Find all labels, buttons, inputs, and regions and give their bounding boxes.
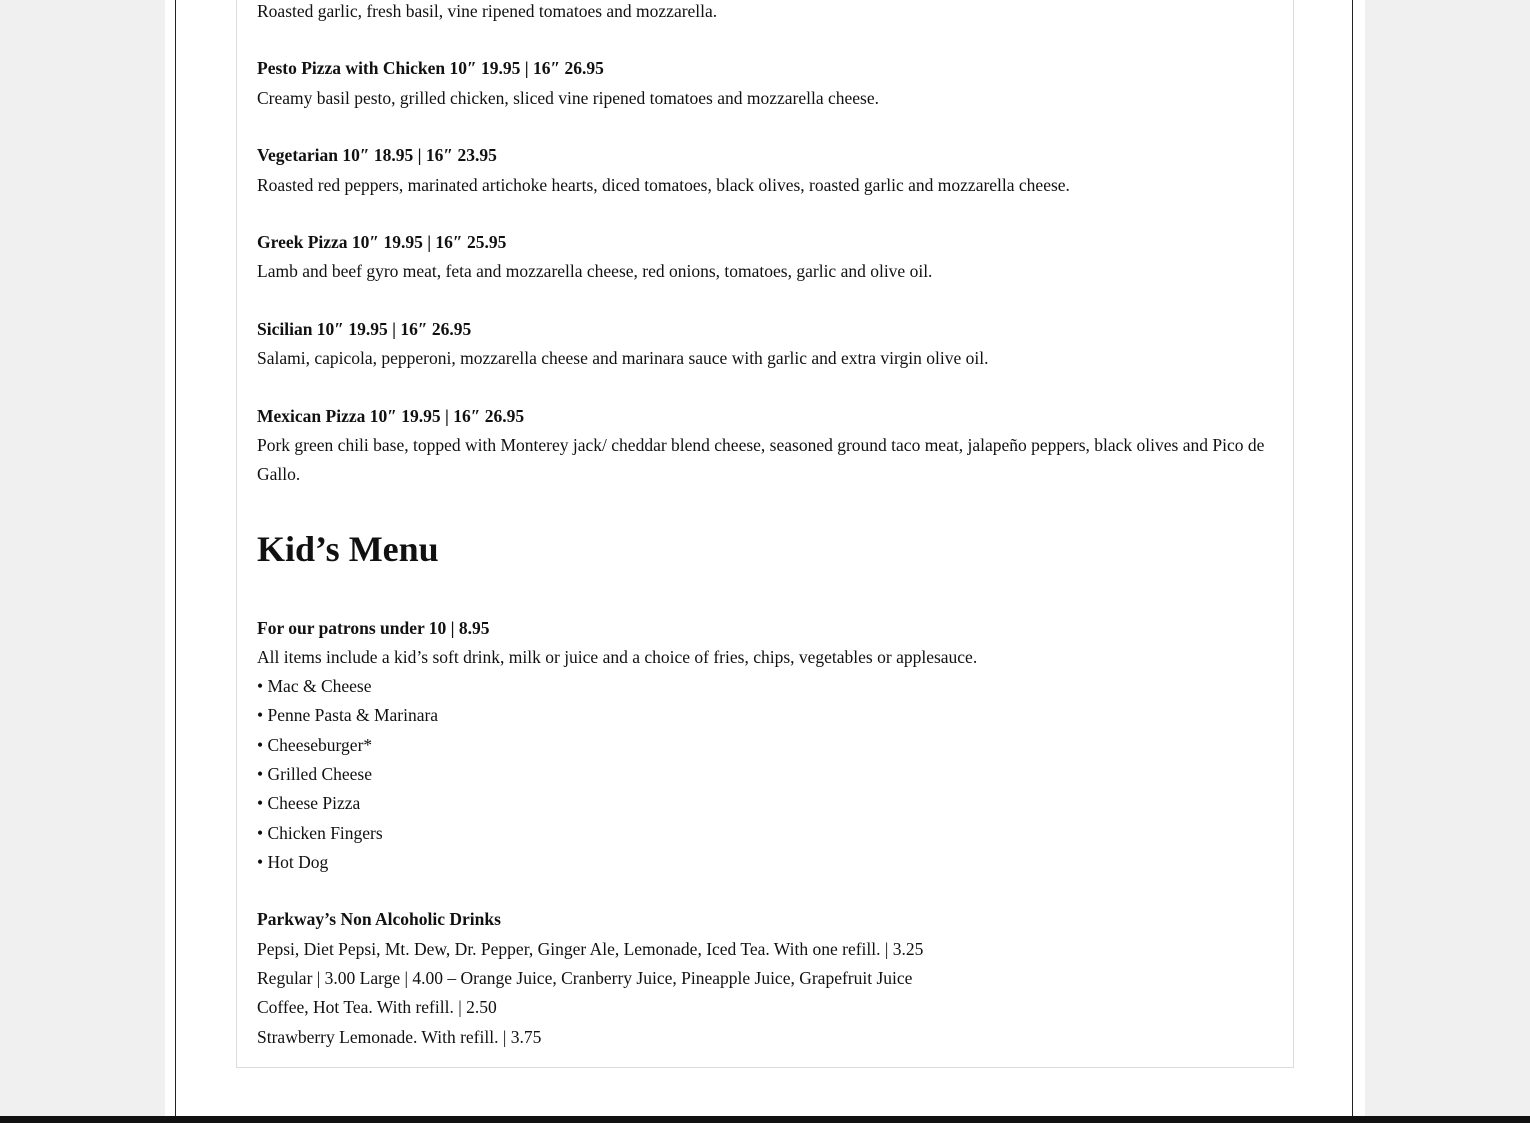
kids-menu-item: • Chicken Fingers — [257, 822, 383, 843]
drinks-line: Strawberry Lemonade. With refill. | 3.75 — [257, 1026, 542, 1047]
kids-menu-title: For our patrons under 10 | 8.95 — [257, 617, 490, 638]
item-description: Roasted garlic, fresh basil, vine ripened tomatoes and mozzarella. — [257, 1, 718, 21]
menu-item-description: Salami, capicola, pepperoni, mozzarella cheese and marinara sauce with garlic and extra virgin olive oil. — [257, 348, 989, 369]
drinks-title: Parkway’s Non Alcoholic Drinks — [257, 909, 501, 930]
kids-menu-item: • Cheeseburger* — [257, 734, 373, 755]
kids-menu-item: • Hot Dog — [257, 851, 329, 872]
kids-menu-heading: Kid’s Menu — [257, 528, 439, 569]
menu-item-description: Roasted red peppers, marinated artichoke hearts, diced tomatoes, black olives, roasted garlic and mozzarella cheese. — [257, 174, 1070, 195]
menu-item-title: Mexican Pizza 10″ 19.95 | 16″ 26.95 — [257, 405, 525, 426]
footer-bar — [0, 1116, 1530, 1123]
menu-item-description: Lamb and beef gyro meat, feta and mozzarella cheese, red onions, tomatoes, garlic and olive oil. — [257, 261, 933, 282]
kids-menu-description: All items include a kid’s soft drink, milk or juice and a choice of fries, chips, vegetables or applesauce. — [257, 646, 978, 667]
menu-item-title: Vegetarian 10″ 18.95 | 16″ 23.95 — [257, 145, 497, 166]
menu-item-description: Creamy basil pesto, grilled chicken, sliced vine ripened tomatoes and mozzarella cheese. — [257, 87, 879, 108]
menu-item-title: Sicilian 10″ 19.95 | 16″ 26.95 — [257, 318, 472, 339]
menu-item-description: Pork green chili base, topped with Monterey jack/ cheddar blend cheese, seasoned ground taco meat, jalapeño peppers, black olives and Pico de Gallo. — [257, 434, 1265, 485]
menu-item-title: Greek Pizza 10″ 19.95 | 16″ 25.95 — [257, 232, 507, 253]
drinks-line: Pepsi, Diet Pepsi, Mt. Dew, Dr. Pepper, Ginger Ale, Lemonade, Iced Tea. With one refill. | 3.25 — [257, 938, 924, 959]
kids-menu-item: • Penne Pasta & Marinara — [257, 705, 439, 726]
menu-item-title: Pesto Pizza with Chicken 10″ 19.95 | 16″ 26.95 — [257, 58, 604, 79]
drinks-line: Coffee, Hot Tea. With refill. | 2.50 — [257, 997, 497, 1018]
kids-menu-item: • Mac & Cheese — [257, 676, 372, 697]
kids-menu-item: • Grilled Cheese — [257, 763, 372, 784]
kids-menu-item: • Cheese Pizza — [257, 793, 361, 814]
menu-content — [257, 0, 1277, 1052]
drinks-line: Regular | 3.00 Large | 4.00 – Orange Juice, Cranberry Juice, Pineapple Juice, Grapefruit Juice — [257, 967, 913, 988]
